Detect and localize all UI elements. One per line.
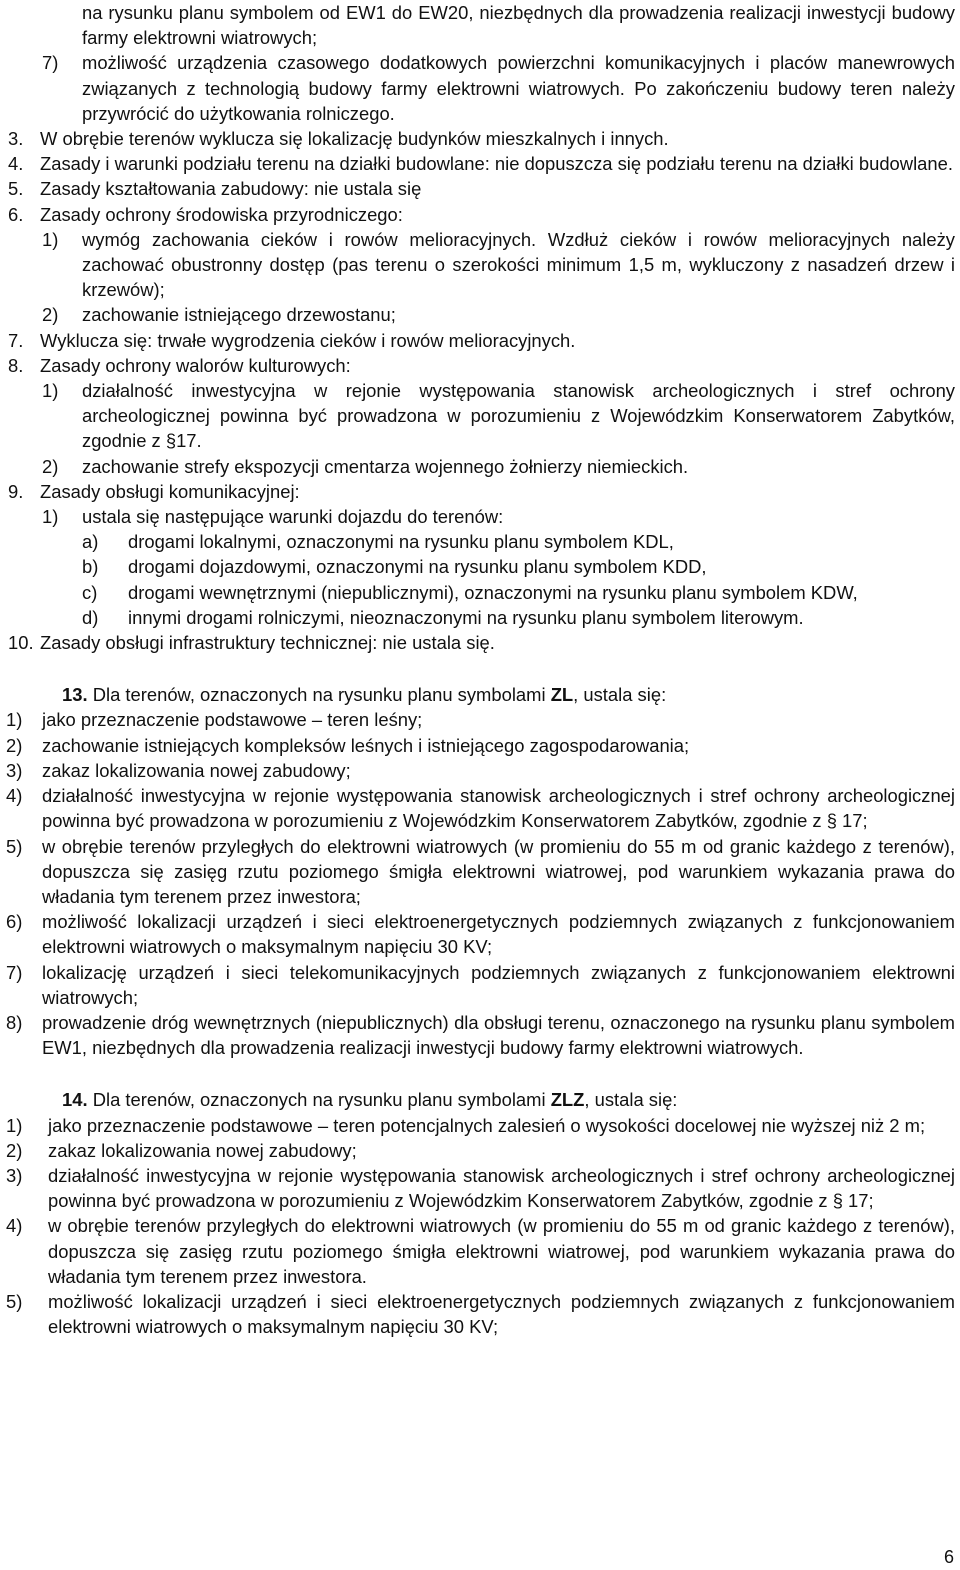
list-item-text: wymóg zachowania cieków i rowów melioracyjnych. Wzdłuż cieków i rowów melioracyjnych należy zachować obustronny dostęp (pas terenu o szerokości minimum 1,5 m, wykluczony z nasadzeń drzew i krzewów);: [82, 228, 955, 301]
section-intro: Dla terenów, oznaczonych na rysunku planu symbolami: [92, 684, 546, 706]
list-block: [0, 1113, 960, 1340]
list-item: [0, 733, 960, 758]
list-item-text: drogami lokalnymi, oznaczonymi na rysunku planu symbolem KDL,: [128, 531, 674, 553]
list-item: [0, 479, 960, 504]
list-item-number: 6): [6, 911, 23, 933]
list-item-number: 9.: [8, 480, 24, 502]
list-block: [0, 126, 960, 227]
list-item-text: innymi drogami rolniczymi, nieoznaczonymi na rysunku planu symbolem literowym.: [128, 606, 804, 628]
list-item: [0, 176, 960, 201]
list-item-text: Zasady kształtowania zabudowy: nie ustala się: [40, 178, 422, 200]
list-item-number: c): [82, 581, 98, 603]
list-item: [0, 909, 960, 959]
list-item: [0, 302, 960, 327]
section-13-heading: [0, 682, 960, 707]
list-item-number: 10.: [8, 632, 34, 654]
list-item: [0, 378, 960, 454]
list-item-text: drogami dojazdowymi, oznaczonymi na rysunku planu symbolem KDD,: [128, 556, 707, 578]
list-item-text: Zasady obsługi komunikacyjnej:: [40, 480, 300, 502]
list-item-number: 1): [42, 228, 59, 250]
list-item-number: 1): [42, 506, 59, 528]
list-item: [0, 227, 960, 303]
list-item-text: Zasady i warunki podziału terenu na działki budowlane: nie dopuszcza się podziału terenu na działki budowlane.: [40, 153, 953, 175]
list-item-text: na rysunku planu symbolem od EW1 do EW20, niezbędnych dla prowadzenia realizacji inwestycji budowy farmy elektrowni wiatrowych;: [82, 2, 955, 49]
list-block: [0, 529, 960, 630]
list-item-text: zachowanie strefy ekspozycji cmentarza wojennego żołnierzy niemieckich.: [82, 455, 689, 477]
list-block: [0, 0, 960, 126]
list-item-number: 6.: [8, 203, 24, 225]
section-intro: Dla terenów, oznaczonych na rysunku planu symbolami: [92, 1089, 546, 1111]
section-symbol: ZLZ: [550, 1089, 585, 1111]
list-item-number: 1): [42, 380, 59, 402]
list-item-number: 3): [6, 759, 23, 781]
list-item-text: w obrębie terenów przyległych do elektrowni wiatrowych (w promieniu do 55 m od granic każdego z terenów), dopuszcza się zasięg rzutu poziomego śmigła elektrowni wiatrowej, pod warunkiem wykazania prawa do władania tym terenem przez inwestora.: [48, 1215, 955, 1287]
list-item-number: 7): [6, 961, 23, 983]
list-block: [0, 328, 960, 378]
list-item: [0, 1289, 960, 1339]
list-item: [0, 783, 960, 833]
section-intro-tail: , ustala się:: [573, 684, 667, 706]
list-item-text: zachowanie istniejącego drzewostanu;: [82, 304, 396, 326]
list-item-text: Zasady ochrony środowiska przyrodniczego:: [40, 203, 403, 225]
list-item: [0, 0, 960, 50]
list-item-number: 5.: [8, 178, 24, 200]
list-item-number: 2): [42, 455, 59, 477]
list-item-text: Zasady obsługi infrastruktury technicznej: nie ustala się.: [40, 632, 495, 654]
list-item: [0, 504, 960, 529]
list-item-number: 2): [6, 734, 23, 756]
list-item: [0, 707, 960, 732]
list-item-text: możliwość lokalizacji urządzeń i sieci elektroenergetycznych podziemnych związanych z funkcjonowaniem elektrowni wiatrowych o maksymalnym napięciu 30 KV;: [48, 1290, 955, 1338]
list-item-text: zakaz lokalizowania nowej zabudowy;: [48, 1139, 357, 1161]
list-item-number: a): [82, 531, 99, 553]
list-item-text: działalność inwestycyjna w rejonie występowania stanowisk archeologicznych i stref ochrony archeologicznej powinna być prowadzona w porozumieniu z Wojewódzkim Konserwatorem Zabytków, zgodnie z § 17;: [48, 1164, 955, 1212]
list-item: [0, 580, 960, 605]
list-item: [0, 454, 960, 479]
list-item: [0, 960, 960, 1010]
list-item-number: 2): [6, 1139, 23, 1161]
page-number: 6: [943, 1547, 954, 1567]
list-item-number: 8): [6, 1011, 23, 1033]
list-item-number: 4): [6, 1215, 23, 1237]
list-item: [0, 151, 960, 176]
list-block: [0, 630, 960, 655]
list-item: [0, 554, 960, 579]
list-item-number: 5): [6, 835, 23, 857]
list-item: [0, 202, 960, 227]
list-item-text: ustala się następujące warunki dojazdu do terenów:: [82, 506, 504, 528]
list-item-number: d): [82, 606, 99, 628]
list-block: [0, 378, 960, 479]
list-item: [0, 353, 960, 378]
list-item-text: lokalizację urządzeń i sieci telekomunikacyjnych podziemnych związanych z funkcjonowaniem elektrowni wiatrowych;: [42, 961, 955, 1008]
list-item-text: Zasady ochrony walorów kulturowych:: [40, 354, 351, 376]
list-item-text: jako przeznaczenie podstawowe – teren leśny;: [42, 709, 423, 731]
section-14-heading: [0, 1087, 960, 1112]
list-item: [0, 1138, 960, 1163]
list-block: [0, 227, 960, 328]
list-item-text: działalność inwestycyjna w rejonie występowania stanowisk archeologicznych i stref ochrony archeologicznej powinna być prowadzona w porozumieniu z Wojewódzkim Konserwatorem Zabytków, zgodnie z §17.: [82, 380, 955, 452]
list-item-text: możliwość lokalizacji urządzeń i sieci elektroenergetycznych podziemnych związanych z funkcjonowaniem elektrowni wiatrowych o maksymalnym napięciu 30 KV;: [42, 911, 955, 958]
list-item-number: 8.: [8, 354, 24, 376]
list-item: [0, 1113, 960, 1138]
list-item: [0, 1010, 960, 1060]
list-item-text: działalność inwestycyjna w rejonie występowania stanowisk archeologicznych i stref ochrony archeologicznej powinna być prowadzona w porozumieniu z Wojewódzkim Konserwatorem Zabytków, zgodnie z § 17;: [42, 785, 955, 832]
list-item-text: w obrębie terenów przyległych do elektrowni wiatrowych (w promieniu do 55 m od granic każdego z terenów), dopuszcza się zasięg rzutu poziomego śmigła elektrowni wiatrowej, pod warunkiem wykazania prawa do władania tym terenem przez inwestora;: [42, 835, 955, 907]
list-item: [0, 630, 960, 655]
list-item: [0, 50, 960, 126]
list-item: [0, 126, 960, 151]
list-item: [0, 605, 960, 630]
list-item-number: 1): [6, 1114, 23, 1136]
list-item-number: 2): [42, 304, 59, 326]
list-item-text: jako przeznaczenie podstawowe – teren potencjalnych zalesień o wysokości docelowej nie wyższej niż 2 m;: [48, 1114, 926, 1136]
list-item-number: 7): [42, 52, 59, 74]
list-item-text: prowadzenie dróg wewnętrznych (niepublicznych) dla obsługi terenu, oznaczonego na rysunku planu symbolem EW1, niezbędnych dla prowadzenia realizacji inwestycji budowy farmy elektrowni wiatrowych.: [42, 1011, 955, 1059]
list-item-number: b): [82, 556, 99, 578]
list-item: [0, 529, 960, 554]
list-item: [0, 328, 960, 353]
list-item: [0, 1213, 960, 1289]
list-item-text: W obrębie terenów wyklucza się lokalizację budynków mieszkalnych i innych.: [40, 128, 669, 150]
section-symbol: ZL: [550, 684, 574, 706]
list-block: [0, 479, 960, 504]
list-item-number: 3): [6, 1164, 23, 1186]
list-item-number: 4): [6, 785, 23, 807]
list-item-number: 3.: [8, 128, 24, 150]
list-item-text: zachowanie istniejących kompleksów leśnych i istniejącego zagospodarowania;: [42, 734, 690, 756]
section-intro-tail: , ustala się:: [584, 1089, 678, 1111]
spacer: [0, 655, 960, 682]
list-block: [0, 707, 960, 1060]
section-number: 14.: [62, 1089, 88, 1111]
list-item-number: 7.: [8, 329, 24, 351]
list-item: [0, 1163, 960, 1213]
list-item-text: możliwość urządzenia czasowego dodatkowych powierzchni komunikacyjnych i placów manewrowych związanych z technologią budowy farmy elektrowni wiatrowych. Po zakończeniu budowy teren należy przywrócić do użytkowania rolniczego.: [82, 52, 955, 124]
list-item-number: 4.: [8, 153, 24, 175]
spacer: [0, 1060, 960, 1087]
section-number: 13.: [62, 684, 88, 706]
list-item-text: Wyklucza się: trwałe wygrodzenia cieków i rowów melioracyjnych.: [40, 329, 576, 351]
list-item: [0, 758, 960, 783]
list-item-number: 1): [6, 709, 23, 731]
list-block: [0, 504, 960, 529]
list-item-text: zakaz lokalizowania nowej zabudowy;: [42, 759, 351, 781]
list-item-number: 5): [6, 1290, 23, 1312]
list-item: [0, 834, 960, 910]
list-item-text: drogami wewnętrznymi (niepublicznymi), oznaczonymi na rysunku planu symbolem KDW,: [128, 581, 858, 603]
